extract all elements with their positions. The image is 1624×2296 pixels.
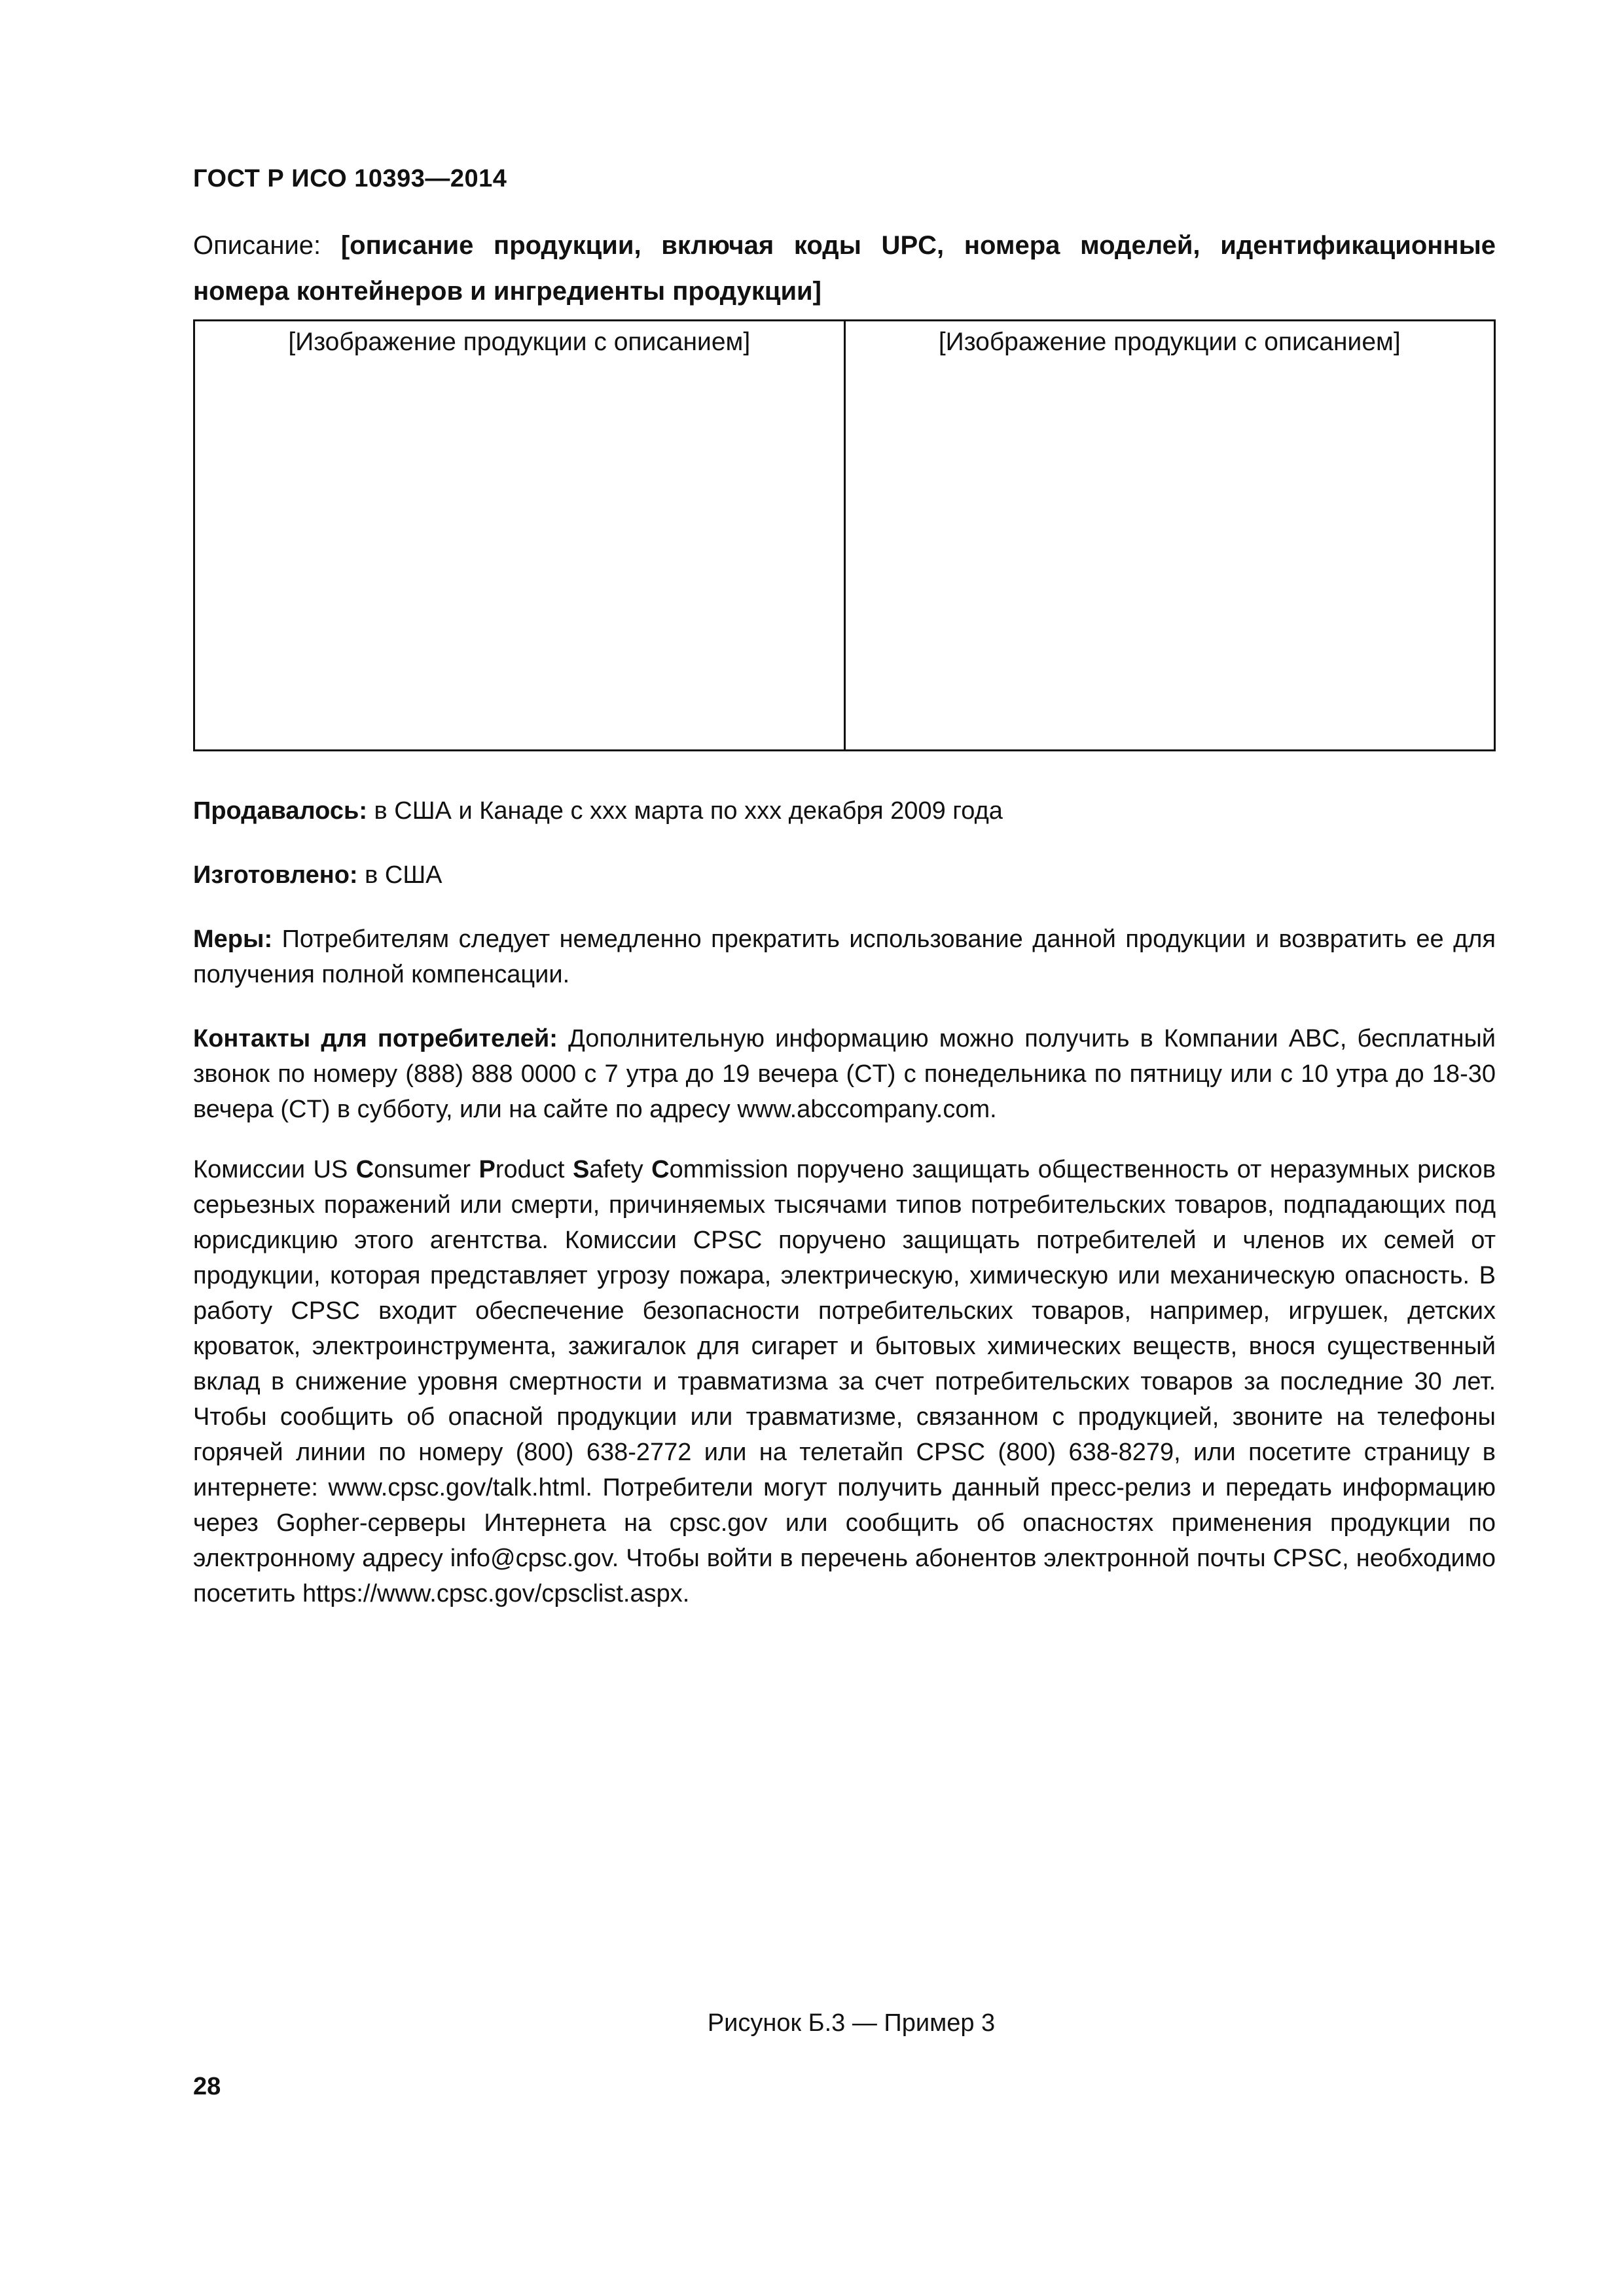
description-label: Описание: — [193, 231, 341, 260]
product-image-cell-left: [Изображение продукции с описанием] — [195, 321, 846, 749]
contacts-text: Дополнительную информацию можно получить в Компании ABC, бесплатный звонок по номеру (888) 888 0000 с 7 утра до 19 вечера (CT) с понедельника по пятницу или с 10 утра до 18-30 вечера (CT) в субботу, или на сайте по адресу www.abccompany.com. — [193, 1025, 1496, 1123]
standard-code-header: ГОСТ Р ИСО 10393—2014 — [193, 165, 507, 192]
commission-text-4: afety — [589, 1156, 652, 1183]
description-value: [описание продукции, включая коды UPC, номера моделей, идентификационные номера контейнеров и ингредиенты продукции] — [193, 231, 1496, 306]
contacts-paragraph — [193, 1021, 1496, 1127]
product-image-table — [193, 319, 1496, 751]
sold-text: в США и Канаде с xxx марта по xxx декабря 2009 года — [367, 797, 1003, 825]
commission-text-3: roduct — [495, 1156, 573, 1183]
commission-letter-c2: C — [651, 1156, 670, 1183]
measures-paragraph — [193, 922, 1496, 992]
figure-caption: Рисунок Б.3 — Пример 3 — [707, 2009, 996, 2037]
measures-label: Меры: — [193, 925, 273, 953]
manufactured-label: Изготовлено: — [193, 861, 358, 889]
commission-text-1: Комиссии US — [193, 1156, 356, 1183]
manufactured-paragraph — [193, 857, 1496, 893]
description-paragraph — [193, 223, 1496, 314]
sold-paragraph — [193, 793, 1496, 829]
commission-letter-c: C — [355, 1156, 374, 1183]
manufactured-text: в США — [357, 861, 442, 889]
commission-paragraph — [193, 1152, 1496, 1611]
sold-label: Продавалось: — [193, 797, 367, 825]
product-image-cell-right: [Изображение продукции с описанием] — [938, 328, 1401, 356]
contacts-label: Контакты для потребителей: — [193, 1025, 558, 1052]
commission-text-2: onsumer — [374, 1156, 479, 1183]
measures-text: Потребителям следует немедленно прекратить использование данной продукции и возвратить ее для получения полной компенсации. — [193, 925, 1496, 988]
commission-text-5: ommission поручено защищать общественность от неразумных рисков серьезных поражений или смерти, причиняемых тысячами типов потребительских товаров, подпадающих под юрисдикцию этого агентства. Комиссии CPSC поручено защищать потребителей и членов их семей от продукции, которая представляет угрозу пожара, электрическую, химическую или механическую опасность. В работу CPSC входит обеспечение безопасности потребительских товаров, например, игрушек, детских кроваток, электроинструмента, зажигалок для сигарет и бытовых химических веществ, внося существенный вклад в снижение уровня смертности и травматизма за счет потребительских товаров за последние 30 лет. Чтобы сообщить об опасной продукции или травматизме, связанном с продукцией, звоните на телефоны горячей линии по номеру (800) 638-2772 или на телетайп CPSC (800) 638-8279, или посетите страницу в интернете: www.cpsc.gov/talk.html. Потребители могут получить данный пресс-релиз и передать информацию через Gopher-серверы Интернета на cpsc.gov или сообщить об опасностях применения продукции по электронному адресу info@cpsc.gov. Чтобы войти в перечень абонентов электронной почты CPSC, необходимо посетить https://www.cpsc.gov/cpsclist.aspx. — [193, 1156, 1496, 1607]
commission-letter-s: S — [572, 1156, 590, 1183]
page-number: 28 — [193, 2073, 221, 2100]
commission-letter-p: P — [478, 1156, 496, 1183]
